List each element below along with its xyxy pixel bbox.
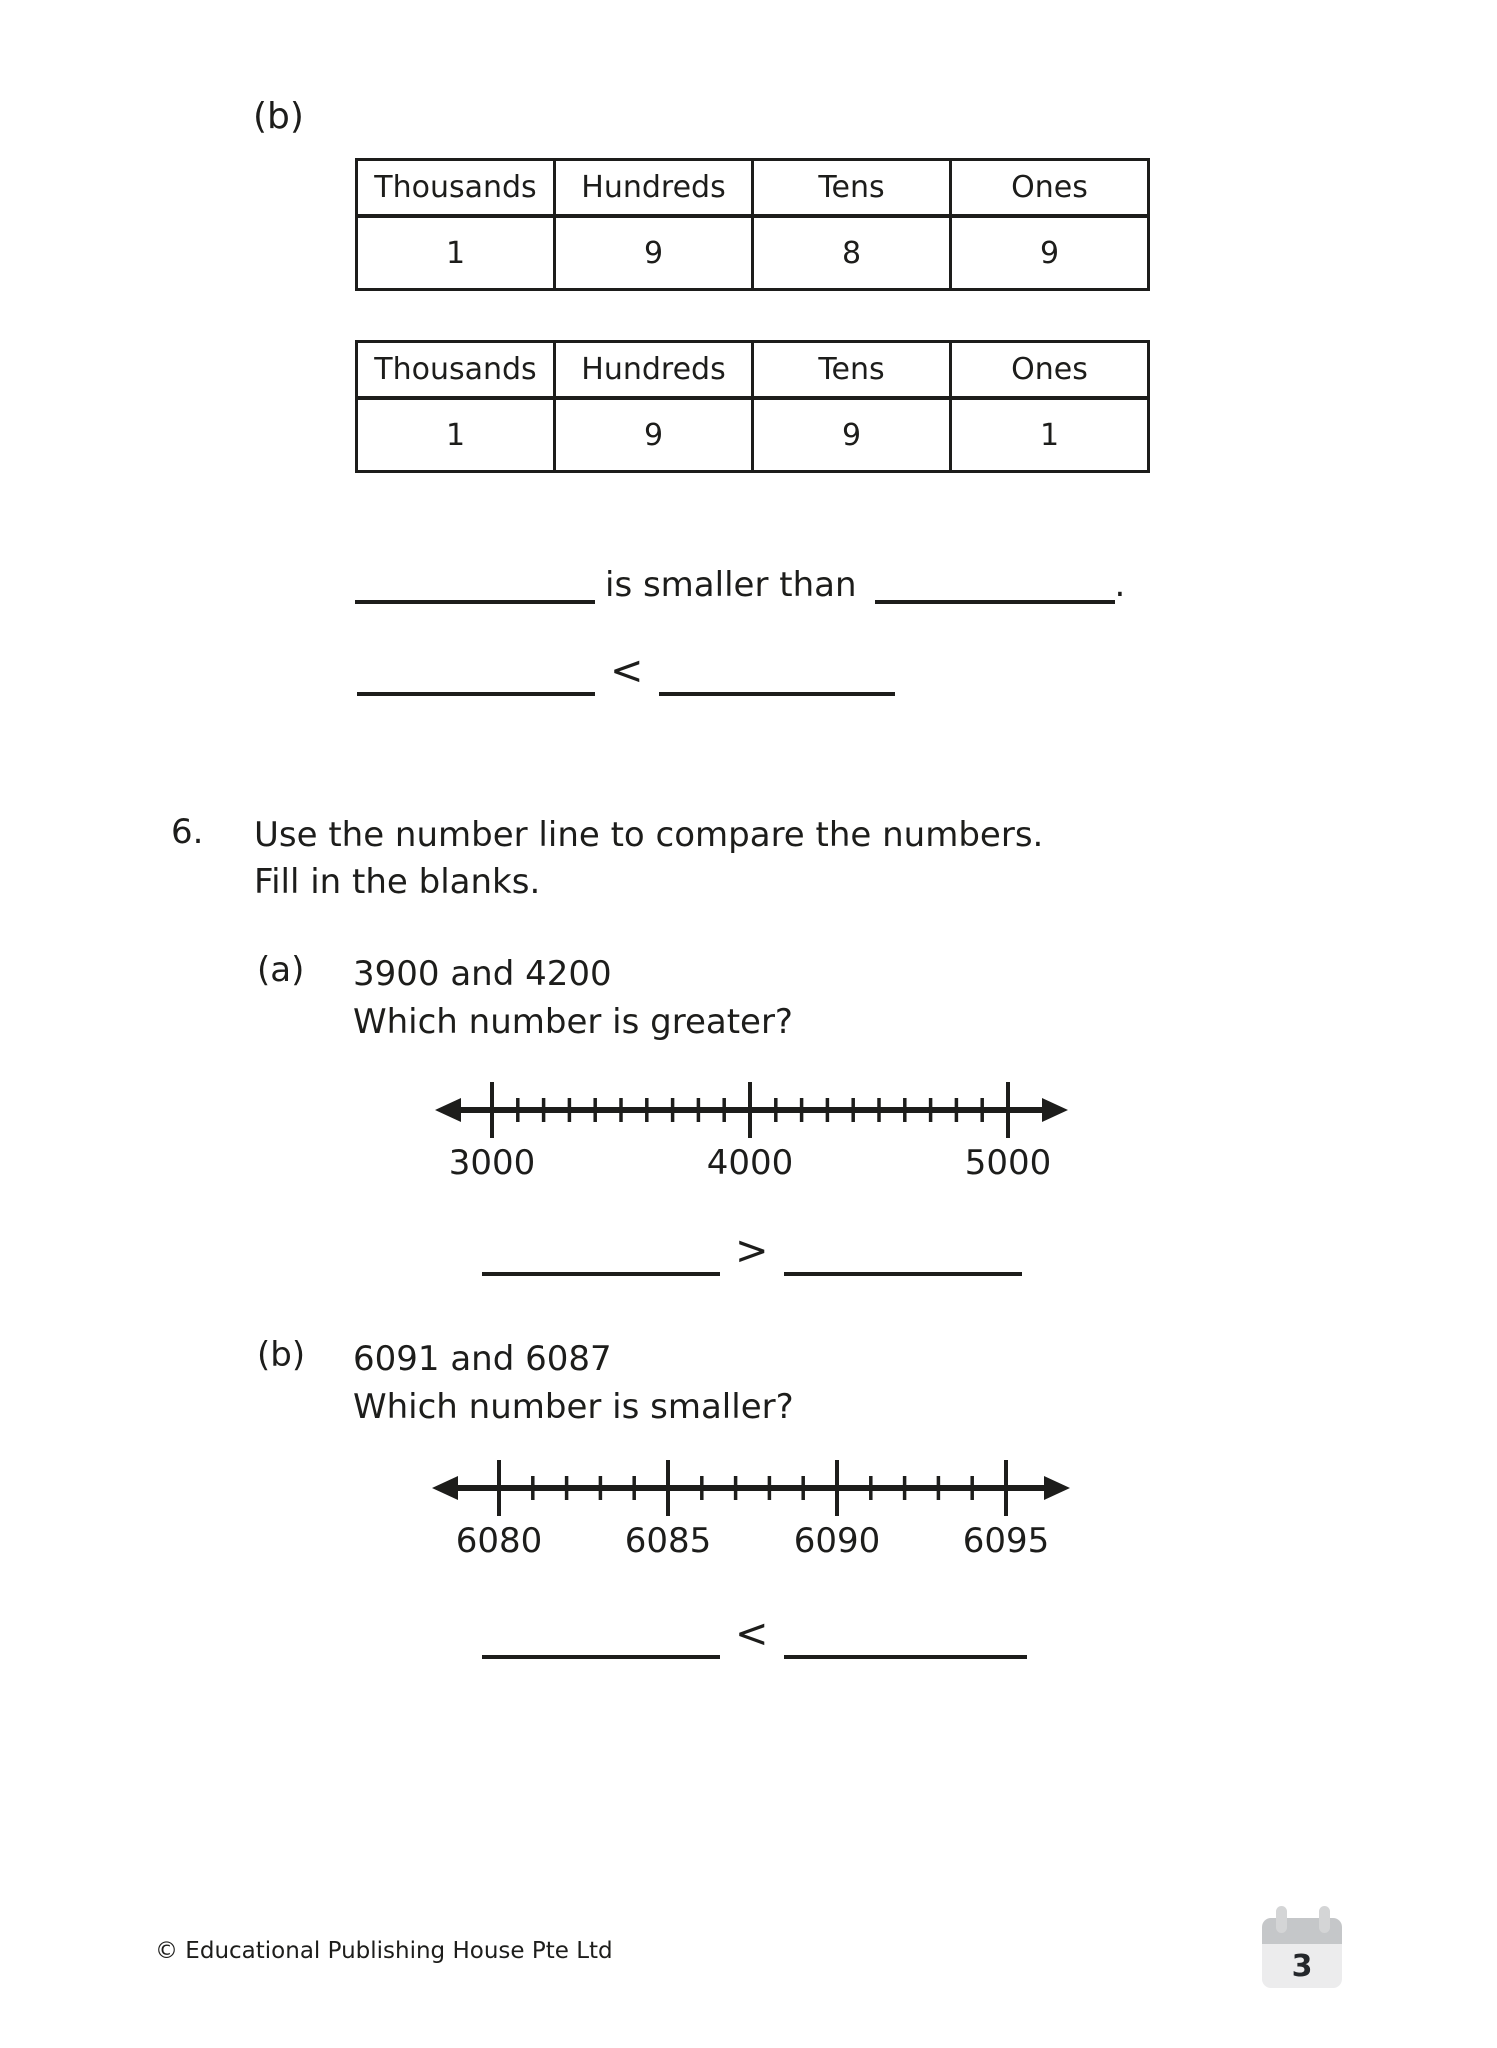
answer-blank[interactable] <box>357 650 595 696</box>
header-hundreds: Hundreds <box>555 160 753 217</box>
comparison-sentence <box>355 558 1125 604</box>
header-tens: Tens <box>753 160 951 217</box>
calendar-band <box>1262 1918 1342 1944</box>
part-a-question: Which number is greater? <box>353 1002 793 1042</box>
place-value-table-2 <box>355 340 1150 473</box>
header-ones: Ones <box>951 342 1149 399</box>
tick-label: 6095 <box>962 1521 1050 1561</box>
tick-label: 4000 <box>706 1143 794 1183</box>
header-ones: Ones <box>951 160 1149 217</box>
tick-label: 3000 <box>448 1143 536 1183</box>
part-a-label: (a) <box>257 950 305 990</box>
tick-label: 6090 <box>793 1521 881 1561</box>
number-line-a <box>400 1070 1100 1188</box>
digit-cell: 1 <box>951 398 1149 472</box>
digit-cell: 9 <box>555 398 753 472</box>
table-row <box>357 216 1149 290</box>
table-header-row <box>357 342 1149 399</box>
greater-than-symbol: > <box>735 1228 769 1274</box>
question-6 <box>171 812 1043 906</box>
part-b-label: (b) <box>253 96 304 137</box>
question-6a <box>257 950 793 1046</box>
sentence-text: is smaller than <box>605 564 857 605</box>
footer-copyright: © Educational Publishing House Pte Ltd <box>155 1938 613 1964</box>
digit-cell: 9 <box>555 216 753 290</box>
answer-blank[interactable] <box>875 558 1115 604</box>
part-b-numbers: 6091 and 6087 <box>353 1339 612 1379</box>
comparison-symbol-row-b <box>482 1613 1027 1659</box>
table-header-row <box>357 160 1149 217</box>
part-b-question: Which number is smaller? <box>353 1387 794 1427</box>
comparison-symbol-row <box>357 650 895 696</box>
header-tens: Tens <box>753 342 951 399</box>
less-than-symbol: < <box>610 648 644 694</box>
digit-cell: 1 <box>357 398 555 472</box>
question-instruction-line1: Use the number line to compare the numbers. <box>254 815 1044 855</box>
page-number: 3 <box>1291 1948 1313 1984</box>
place-value-table-1 <box>355 158 1150 291</box>
header-thousands: Thousands <box>357 160 555 217</box>
comparison-symbol-row-a <box>482 1230 1022 1276</box>
table-row <box>357 398 1149 472</box>
page-number-badge <box>1262 1944 1342 1988</box>
sentence-period: . <box>1114 564 1126 605</box>
question-number: 6. <box>171 812 204 852</box>
header-thousands: Thousands <box>357 342 555 399</box>
answer-blank[interactable] <box>784 1230 1022 1276</box>
digit-cell: 8 <box>753 216 951 290</box>
tick-label: 6080 <box>455 1521 543 1561</box>
question-6b <box>257 1335 794 1431</box>
number-line-b <box>400 1448 1100 1566</box>
part-b2-label: (b) <box>257 1335 306 1375</box>
part-a-numbers: 3900 and 4200 <box>353 954 612 994</box>
calendar-page-icon <box>1262 1906 1342 1988</box>
answer-blank[interactable] <box>482 1230 720 1276</box>
digit-cell: 1 <box>357 216 555 290</box>
tick-label: 6085 <box>624 1521 712 1561</box>
answer-blank[interactable] <box>355 558 595 604</box>
calendar-ring-icon <box>1276 1906 1287 1933</box>
tick-label: 5000 <box>964 1143 1052 1183</box>
calendar-ring-icon <box>1319 1906 1330 1933</box>
digit-cell: 9 <box>753 398 951 472</box>
answer-blank[interactable] <box>482 1613 720 1659</box>
less-than-symbol: < <box>735 1611 769 1657</box>
digit-cell: 9 <box>951 216 1149 290</box>
answer-blank[interactable] <box>659 650 895 696</box>
answer-blank[interactable] <box>784 1613 1027 1659</box>
question-instruction-line2: Fill in the blanks. <box>254 862 541 902</box>
header-hundreds: Hundreds <box>555 342 753 399</box>
